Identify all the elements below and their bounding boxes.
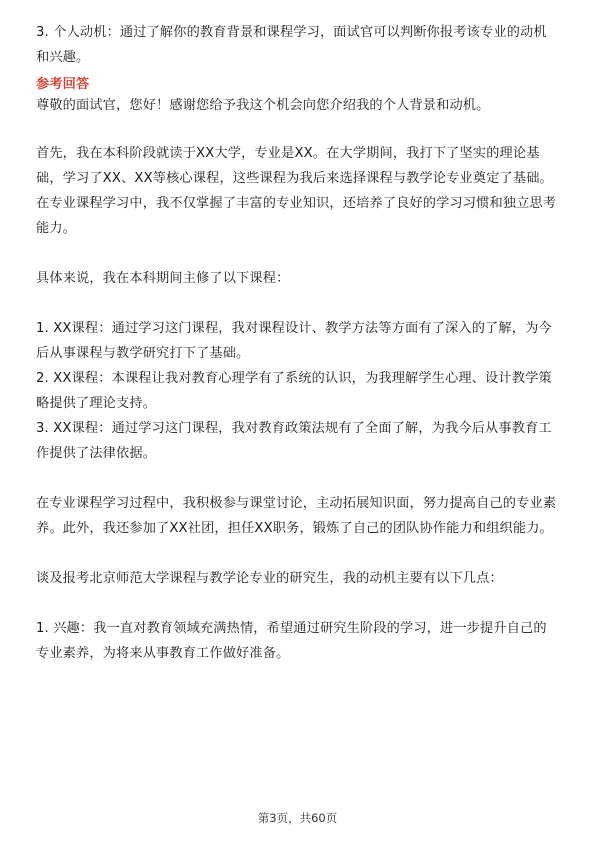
paragraph-spacer (36, 241, 560, 266)
page-content (36, 20, 560, 666)
activities-paragraph: 在专业课程学习过程中，我积极参与课堂讨论，主动拓展知识面，努力提高自己的专业素养。此外，我还参加了XX社团，担任XX职务，锻炼了自己的团队协作能力和组织能力。 (36, 496, 557, 536)
page-footer: 第3页，共60页 (257, 811, 338, 825)
motivation-intro-paragraph: 谈及报考北京师范大学课程与教学论专业的研究生，我的动机主要有以下几点： (36, 571, 503, 586)
course-item-1: 1. XX课程：通过学习这门课程，我对课程设计、教学方法等方面有了深入的了解，为今后从事课程与教学研究打下了基础。 (36, 321, 552, 361)
course-item-3: 3. XX课程：通过学习这门课程，我对教育政策法规有了全面了解，为我今后从事教育工作提供了法律依据。 (36, 421, 552, 461)
first-paragraph: 首先，我在本科阶段就读于XX大学，专业是XX。在大学期间，我打下了坚实的理论基础，学习了XX、XX等核心课程，这些课程为我后来选择课程与教学论专业奠定了基础。在专业课程学习中，我不仅掌握了丰富的专业知识，还培养了良好的学习习惯和独立思考能力。 (36, 146, 557, 236)
greeting-paragraph: 尊敬的面试官，您好！感谢您给予我这个机会向您介绍我的个人背景和动机。 (36, 98, 490, 113)
paragraph-spacer (36, 541, 560, 566)
paragraph-spacer (36, 291, 560, 316)
paragraph-spacer (36, 591, 560, 616)
courses-intro-paragraph: 具体来说，我在本科期间主修了以下课程： (36, 271, 290, 286)
course-item-2: 2. XX课程：本课程让我对教育心理学有了系统的认识，为我理解学生心理、设计教学策略提供了理论支持。 (36, 371, 552, 411)
motivation-item-1: 1. 兴趣：我一直对教育领域充满热情，希望通过研究生阶段的学习，进一步提升自己的专业素养，为将来从事教育工作做好准备。 (36, 621, 547, 661)
paragraph-spacer (36, 116, 560, 141)
intro-item-text: 3. 个人动机：通过了解你的教育背景和课程学习，面试官可以判断你报考该专业的动机和兴趣。 (36, 25, 547, 65)
paragraph-spacer (36, 466, 560, 491)
section-title: 参考回答 (36, 77, 90, 92)
